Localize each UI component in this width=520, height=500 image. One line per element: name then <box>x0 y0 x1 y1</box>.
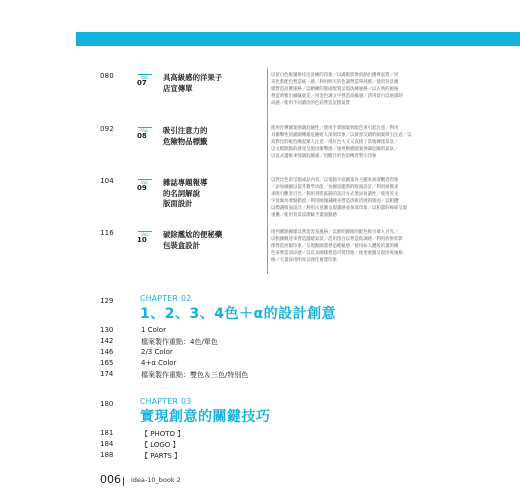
section-description <box>271 72 439 107</box>
chapter-label: CHAPTER 03 <box>140 397 192 406</box>
description-line: 字母做為要點錯置／利用圖塊鋪陳來營造清新活潑的版面／以粗體 <box>271 199 399 204</box>
description-line: 以粗獷概述來營造溫暖氣氛／活用留白以營造低調感／利用放射狀影 <box>271 237 403 242</box>
line-page-number: 188 <box>100 451 114 459</box>
description-line: 具衝擊性的插圖傳遞危險給人深刻印象／以黃黑交錯的圖案吸引注意／以 <box>271 133 412 138</box>
description-line: 以對比色彩呈現成品內容／以電腦介面圖案為主題來加深觀者印象 <box>271 178 399 183</box>
section-title-line: 具高級感的洋果子 <box>163 73 223 82</box>
vol-number: 07 <box>137 79 147 87</box>
chapter-heading: 實現創意的關鍵技巧 <box>140 409 271 425</box>
section-description <box>271 229 439 264</box>
chapter-page-number: 180 <box>100 400 114 408</box>
line-text: 【 LOGO 】 <box>141 441 180 449</box>
description-line: 使用作彈圖案強調危險性／使用手掌圖案與配色來引起注意／利用 <box>271 126 399 131</box>
description-line: 格／大量採用明亮以強化視覺印象 <box>271 258 337 263</box>
description-line: 重疊／使用背景紋理賦予畫面動感 <box>271 213 337 218</box>
line-page-number: 184 <box>100 440 114 448</box>
page-number: 092 <box>100 125 114 133</box>
vol-label: Vol. <box>140 76 150 81</box>
description-line: 營造典雅出細膩柔美／用金色調文字營造高級感／活用留白以展露時 <box>271 94 403 99</box>
section-title <box>163 178 263 210</box>
toc-line[interactable] <box>0 429 520 440</box>
footer-page-number: 006 <box>100 473 121 486</box>
description-line: 以文檔點點的感受呈現出衝擊感／運用動態圖案強調危險的氣氛／ <box>271 147 399 152</box>
toc-line[interactable] <box>0 337 520 348</box>
page-number: 080 <box>100 72 114 80</box>
vol-number: 10 <box>137 236 147 244</box>
section-title-line: 的名詞解說 <box>163 188 200 198</box>
section-title <box>163 230 263 251</box>
description-line: 以直式邊框來強調危險感／用醒目的色彩傳達警示印象 <box>271 154 377 159</box>
toc-line[interactable] <box>0 451 520 462</box>
chapter-label: CHAPTER 02 <box>140 294 192 303</box>
description-line: 采色系配色營造統一感／利用明天的色調營造單純感／使用背景圖 <box>271 80 399 85</box>
column-divider <box>267 68 268 274</box>
toc-line[interactable] <box>0 370 520 381</box>
description-line: 以留白色框鋪排托出洗練的印象／以滿版影像放點出優尊氣質／同 <box>271 73 399 78</box>
section-description <box>271 125 439 160</box>
line-text: 【 PHOTO 】 <box>141 430 185 438</box>
vol-number: 08 <box>137 132 147 140</box>
description-line: 排列圖點圖樣以營造害羞風格／以鮮明圖節的配色吸引眾人目光／ <box>271 230 399 235</box>
toc-line[interactable] <box>0 326 520 337</box>
line-page-number: 142 <box>100 337 114 345</box>
toc-line[interactable] <box>0 440 520 451</box>
description-line: 像營造亮眼印象／呈現點圖畫營造輕鬆感／使用如人體般的畫的總 <box>271 244 399 249</box>
line-page-number: 130 <box>100 326 114 334</box>
description-line: 以標識版面設計／利用示意圖呈現讀感並加深印象／以和諧的線條呈現 <box>271 206 408 211</box>
section-description <box>271 177 439 219</box>
section-title-line: 吸引注意力的 <box>163 126 208 135</box>
section-title <box>163 126 263 147</box>
description-line: 高對比的配色喚起眾人注意／用紅色大又又直接了當地傳達訊息／ <box>271 140 399 145</box>
line-page-number: 146 <box>100 348 114 356</box>
section-title-line: 破除尷尬的便秘藥 <box>163 230 223 239</box>
description-line: 樣營造高雅風格／以精練的版面配置呈現洗練風格／以古典的風格 <box>271 87 399 92</box>
vol-label: Vol. <box>140 233 150 238</box>
page-number: 116 <box>100 229 114 237</box>
line-text: 【 PARTS 】 <box>141 452 182 460</box>
description-line: 尚感／使用不同濃淡的色彩營造沉穩氣質 <box>271 101 351 106</box>
footer-file-name: idea-10_book 2 <box>131 476 181 484</box>
section-title-line: 危險物品標籤 <box>163 136 208 146</box>
section-title-line: 包裝盒設計 <box>163 240 200 250</box>
line-text: 2/3 Color <box>141 348 173 356</box>
line-text: 1 Color <box>141 326 166 334</box>
toc-line[interactable] <box>0 359 520 370</box>
line-text: 檔案製作重點：雙色＆三色/特別色 <box>141 371 249 379</box>
description-line: ／添加細圖以提升教學功能／仿圖話題典的版面設計／利用掃描來 <box>271 185 399 190</box>
section-title-line: 雜誌專題報導 <box>163 178 208 187</box>
vol-label: Vol. <box>140 129 150 134</box>
vol-number: 09 <box>137 184 147 192</box>
vol-label: Vol. <box>140 181 150 186</box>
line-text: 檔案製作重點：4色/單色 <box>141 338 218 346</box>
line-page-number: 174 <box>100 370 114 378</box>
description-line: 來吸引觀者目光／利用刊影區隔的設計方式增添易讀性／使用英文 <box>271 192 399 197</box>
line-text: 4+α Color <box>141 359 177 367</box>
page-number: 104 <box>100 177 114 185</box>
section-title <box>163 73 263 94</box>
section-title-line: 版面設計 <box>163 199 193 208</box>
description-line: 色來營造清涼感／以花朵圖樣營造可愛印象／使用重圖呈現清爽風格 <box>271 251 403 256</box>
line-page-number: 181 <box>100 429 114 437</box>
chapter-page-number: 129 <box>100 297 114 305</box>
toc-line[interactable] <box>0 348 520 359</box>
page-footer <box>0 473 520 493</box>
line-page-number: 165 <box>100 359 114 367</box>
section-title-line: 店宣傳單 <box>163 83 193 93</box>
chapter-heading: 1、2、3、4色＋α的設計創意 <box>140 306 337 322</box>
top-color-bar <box>76 32 520 46</box>
footer-divider <box>123 477 124 486</box>
